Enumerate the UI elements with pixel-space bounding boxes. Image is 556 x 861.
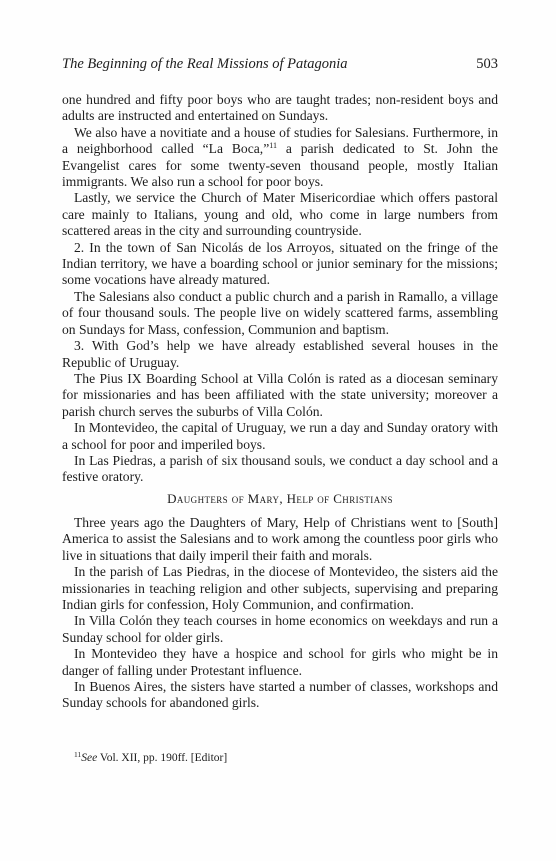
paragraph: In the parish of Las Piedras, in the diocese of Montevideo, the sisters aid the missionaries in teaching religion and other subjects, supervising and preparing Indian girls for confession, Holy Communion, and confirmation. [62, 564, 498, 613]
paragraph: one hundred and fifty poor boys who are taught trades; non-resident boys and adults are instructed and entertained on Sundays. [62, 92, 498, 124]
paragraph: Three years ago the Daughters of Mary, Help of Christians went to [South] America to assist the Salesians and to work among the countless poor girls who live in situations that daily imperil their faith and morals. [62, 515, 498, 563]
paragraph: Lastly, we service the Church of Mater Misericordiae which offers pastoral care mainly to Italians, young and old, who come in large numbers from scattered areas in the city and surrounding countryside. [62, 190, 498, 239]
running-head [62, 56, 498, 76]
paragraph: In Villa Colón they teach courses in home economics on weekdays and run a Sunday school for older girls. [62, 613, 498, 645]
footnote-text: Vol. XII, pp. 190ff. [Editor] [97, 752, 228, 764]
paragraph: In Montevideo they have a hospice and school for girls who might be in danger of falling under Protestant influence. [62, 646, 498, 678]
running-title: The Beginning of the Real Missions of Patagonia [62, 56, 348, 72]
paragraph: In Montevideo, the capital of Uruguay, we run a day and Sunday oratory with a school for poor and imperiled boys. [62, 420, 498, 452]
page-number: 503 [476, 56, 498, 72]
paragraph: The Salesians also conduct a public church and a parish in Ramallo, a village of four thousand souls. The people live on widely scattered farms, assembling on Sundays for Mass, confession, Communion and baptism. [62, 288, 498, 337]
paragraph: 2. In the town of San Nicolás de los Arroyos, situated on the fringe of the Indian territory, we have a boarding school or junior seminary for the missions; some vocations have already matured. [62, 239, 498, 288]
paragraph-text: We also have a novitiate and a house of studies for Salesians. Furthermore, in a neighborhood called “La Boca,” [62, 124, 498, 157]
body-text-part2 [62, 515, 498, 712]
paragraph-la-boca [62, 125, 498, 191]
paragraph-text: a parish dedicated to St. John the Evangelist cares for some twenty-seven thousand people, mostly Italian immigrants. We also run a school for poor boys. [62, 141, 498, 190]
paragraph: The Pius IX Boarding School at Villa Colón is rated as a diocesan seminary for missionaries and has been affiliated with the state university; moreover a parish church serves the suburbs of Villa Colón. [62, 370, 498, 419]
paragraph: 3. With God’s help we have already established several houses in the Republic of Uruguay. [62, 338, 498, 370]
footnote [74, 750, 494, 764]
paragraph: In Las Piedras, a parish of six thousand souls, we conduct a day school and a festive oratory. [62, 452, 498, 485]
section-heading: Daughters of Mary, Help of Christians [167, 491, 393, 506]
paragraph: In Buenos Aires, the sisters have started a number of classes, workshops and Sunday schools for abandoned girls. [62, 679, 498, 711]
footnote-see: See [81, 752, 98, 764]
footnote-reference: 11 [269, 141, 277, 151]
footnote-marker: 11 [74, 750, 82, 759]
body-text-part1 [62, 92, 498, 486]
